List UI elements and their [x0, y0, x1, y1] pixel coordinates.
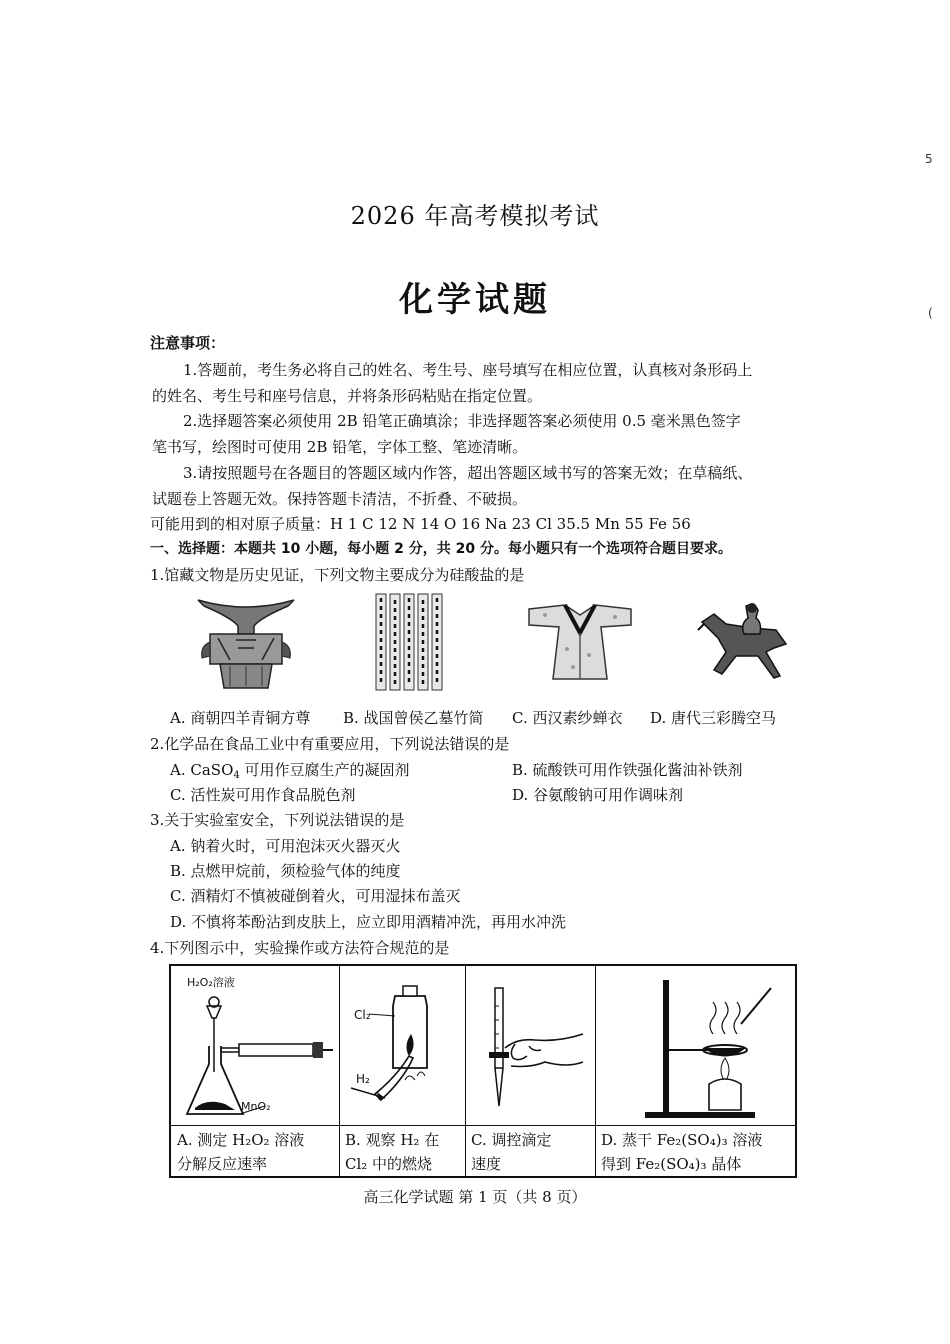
q2-option-c: C. 活性炭可用作食品脱色剂 — [170, 786, 356, 804]
notice-item-3-line-1: 3.请按照题号在各题目的答题区域内作答，超出答题区域书写的答案无效；在草稿纸、 — [183, 464, 753, 482]
page-footer: 高三化学试题 第 1 页（共 8 页） — [363, 1188, 587, 1206]
bamboo-slips-image — [374, 592, 446, 692]
q1-option-c: C. 西汉素纱蝉衣 — [512, 709, 623, 727]
section-1-heading: 一、选择题：本题共 10 小题，每小题 2 分，共 20 分。每小题只有一个选项符合题目要求。 — [150, 541, 732, 557]
q3-option-c: C. 酒精灯不慎被碰倒着火，可用湿抹布盖灭 — [170, 887, 461, 905]
notice-item-1-line-1: 1.答题前，考生务必将自己的姓名、考生号、座号填写在相应位置，认真核对条形码上 — [183, 361, 753, 379]
q1-option-b: B. 战国曾侯乙墓竹简 — [343, 709, 484, 727]
q4-stem: 4.下列图示中，实验操作或方法符合规范的是 — [150, 939, 450, 957]
q2-option-d: D. 谷氨酸钠可用作调味剂 — [512, 786, 684, 804]
silk-robe-image — [527, 603, 633, 681]
edge-mark-top: 5 — [925, 152, 933, 166]
fig-c-apparatus — [475, 986, 591, 1116]
fig-b-label-h2: H₂ — [356, 1072, 370, 1086]
fig-b-label-cl2: Cl₂ — [354, 1008, 371, 1022]
q1-stem: 1.馆藏文物是历史见证，下列文物主要成分为硅酸盐的是 — [150, 566, 525, 584]
fig-b-apparatus — [345, 976, 461, 1120]
atomic-masses: 可能用到的相对原子质量：H 1 C 12 N 14 O 16 Na 23 Cl 35.5 Mn 55 Fe 56 — [150, 515, 691, 533]
notice-item-3-line-2: 试题卷上答题无效。保持答题卡清洁，不折叠、不破损。 — [152, 490, 528, 508]
q2-option-a: A. CaSO$_4$ 可用作豆腐生产的凝固剂 — [170, 761, 410, 781]
q4-caption-d: D. 蒸干 Fe₂(SO₄)₃ 溶液 得到 Fe₂(SO₄)₃ 晶体 — [601, 1131, 763, 1173]
edge-mark-mid: ( — [928, 306, 933, 320]
exam-title: 2026 年高考模拟考试 — [350, 202, 600, 230]
q3-option-b: B. 点燃甲烷前，须检验气体的纯度 — [170, 862, 401, 880]
fig-a-label-h2o2: H₂O₂溶液 — [187, 976, 235, 989]
q2-option-b: B. 硫酸铁可用作铁强化酱油补铁剂 — [512, 761, 743, 779]
bronze-zun-image — [196, 596, 296, 694]
notice-heading: 注意事项： — [150, 334, 226, 352]
fig-d-apparatus — [605, 974, 793, 1122]
q3-option-d: D. 不慎将苯酚沾到皮肤上，应立即用酒精冲洗，再用水冲洗 — [170, 913, 567, 931]
notice-item-2-line-2: 笔书写，绘图时可使用 2B 铅笔，字体工整、笔迹清晰。 — [152, 438, 528, 456]
q4-caption-b: B. 观察 H₂ 在 Cl₂ 中的燃烧 — [345, 1131, 440, 1173]
q4-caption-a: A. 测定 H₂O₂ 溶液 分解反应速率 — [177, 1131, 305, 1173]
fig-a-label-mno2: MnO₂ — [241, 1100, 271, 1113]
q1-option-a: A. 商朝四羊青铜方尊 — [170, 709, 311, 727]
tricolor-horse-image — [696, 600, 790, 684]
q1-option-d: D. 唐代三彩腾空马 — [650, 709, 777, 727]
q2-stem: 2.化学品在食品工业中有重要应用，下列说法错误的是 — [150, 735, 510, 753]
q3-stem: 3.关于实验室安全，下列说法错误的是 — [150, 811, 405, 829]
notice-item-1-line-2: 的姓名、考生号和座号信息，并将条形码粘贴在指定位置。 — [152, 387, 543, 405]
subject-title: 化学试题 — [399, 280, 551, 320]
q4-caption-c: C. 调控滴定 速度 — [471, 1131, 552, 1173]
q3-option-a: A. 钠着火时，可用泡沫灭火器灭火 — [170, 837, 401, 855]
q4-figure-table — [169, 964, 797, 1178]
notice-item-2-line-1: 2.选择题答案必须使用 2B 铅笔正确填涂；非选择题答案必须使用 0.5 毫米黑色签字 — [183, 412, 741, 430]
